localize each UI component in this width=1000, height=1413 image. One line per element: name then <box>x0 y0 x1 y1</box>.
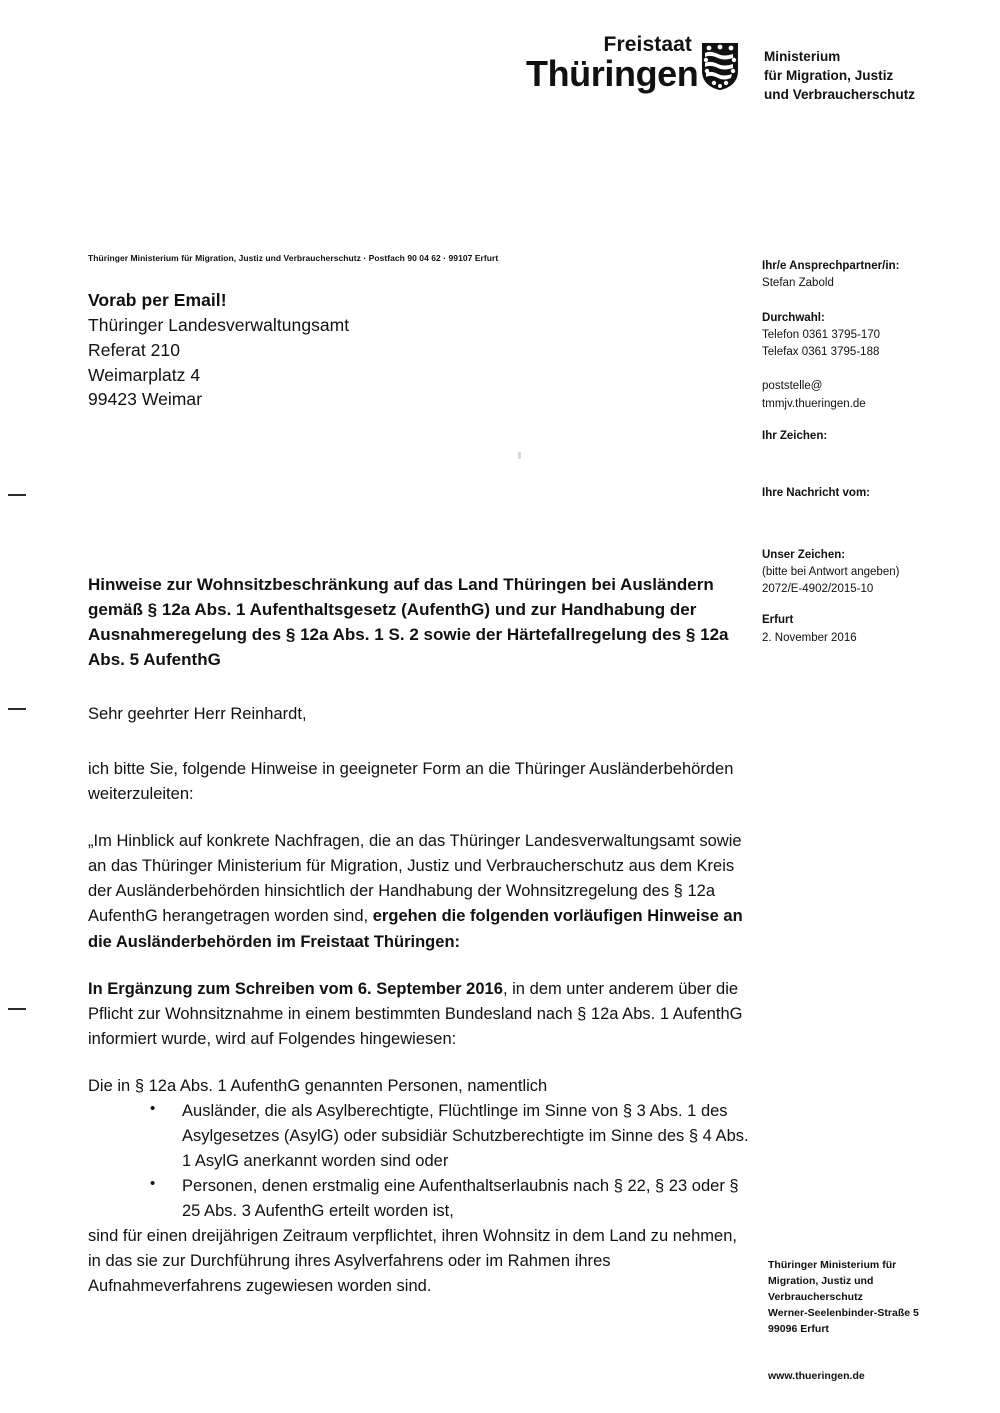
para3-regular-part: , in dem unter anderem über die Pflicht zur Wohnsitznahme in einem bestimmten Bundesland nach § 12a Abs. 1 AufenthG informiert wurde, wird auf Folgendes hingewiesen: <box>88 979 743 1048</box>
fax-number: Telefax 0361 3795-188 <box>762 346 880 358</box>
our-reference-label: Unser Zeichen: <box>762 548 846 561</box>
footer-line-2: Migration, Justiz und <box>768 1274 874 1287</box>
scan-artifact <box>518 452 521 459</box>
letter-body <box>88 702 753 1322</box>
fold-mark-middle <box>8 708 26 710</box>
footer-address-block <box>768 1258 978 1338</box>
footer-line-3: Verbraucherschutz <box>768 1290 863 1303</box>
contact-person-block <box>762 258 972 293</box>
thuringia-coat-of-arms-icon <box>700 41 740 91</box>
recipient-line-4: Weimarplatz 4 <box>88 364 201 385</box>
salutation: Sehr geehrter Herr Reinhardt, <box>88 705 307 723</box>
email-line-1: poststelle@ <box>762 380 823 393</box>
ministry-line-3: und Verbraucherschutz <box>764 87 916 103</box>
letterhead <box>526 33 916 104</box>
sender-return-address: Thüringer Ministerium für Migration, Justiz und Verbraucherschutz · Postfach 90 04 62 · 99107 Erfurt <box>88 253 499 263</box>
recipient-line-3: Referat 210 <box>88 339 180 360</box>
recipient-line-2: Thüringer Landesverwaltungsamt <box>88 314 350 335</box>
our-reference-note: (bitte bei Antwort angeben) <box>762 565 900 578</box>
fold-mark-lower <box>8 1008 26 1010</box>
paragraph-supplement <box>88 977 753 1052</box>
recipient-address-block <box>88 288 349 412</box>
list-item: • Personen, denen erstmalig eine Aufenthaltserlaubnis nach § 22, § 23 oder § 25 Abs. 3 AufenthG erteilt worden ist, <box>146 1174 753 1224</box>
footer-line-4: Werner-Seelenbinder-Straße 5 <box>768 1306 919 1319</box>
fold-mark-upper <box>8 494 26 496</box>
para2-regular-part: „Im Hinblick auf konkrete Nachfragen, die an das Thüringer Landesverwaltungsamt sowie an das Thüringer Ministerium für Migration, Justiz und Verbraucherschutz aus dem Kreis der Ausländerbehörden hinsichtlich der Handhabung der Wohnsitzregelung des § 12a AufenthG herangetragen worden sind, <box>88 832 742 926</box>
letter-date: 2. November 2016 <box>762 631 857 644</box>
ministry-line-1: Ministerium <box>764 49 841 64</box>
subject-line: Hinweise zur Wohnsitzbeschränkung auf das Land Thüringen bei Ausländern gemäß § 12a Abs. 1 Aufenthaltsgesetz (AufenthG) und zur Handhabung der Ausnahmeregelung des § 12a Abs. 1 S. 2 sowie der Härtefallregelung des § 12a Abs. 5 AufenthG <box>88 575 729 670</box>
footer-line-5: 99096 Erfurt <box>768 1322 829 1335</box>
contact-person-name: Stefan Zabold <box>762 277 834 290</box>
list-intro: Die in § 12a Abs. 1 AufenthG genannten Personen, namentlich <box>88 1076 548 1095</box>
place-of-issue: Erfurt <box>762 614 794 627</box>
phone-number: Telefon 0361 3795-170 <box>762 328 881 341</box>
extension-label: Durchwahl: <box>762 311 825 324</box>
email-line-2: tmmjv.thueringen.de <box>762 397 866 410</box>
contact-info-column <box>762 258 972 427</box>
footer-website-url: www.thueringen.de <box>768 1370 865 1382</box>
list-item: • Ausländer, die als Asylberechtigte, Flüchtlinge im Sinne von § 3 Abs. 1 des Asylgesetzes (AsylG) oder subsidiär Schutzberechtigte im Sinne des § 4 Abs. 1 AsylG anerkannt worden sind oder <box>146 1099 753 1174</box>
your-reference-label: Ihr Zeichen: <box>762 430 828 442</box>
logo-freistaat-text: Freistaat <box>603 33 692 56</box>
paragraph-after-list: sind für einen dreijährigen Zeitraum verpflichtet, ihren Wohnsitz in dem Land zu nehmen, in das sie zur Durchführung ihres Asylverfahrens oder im Rahmen ihres Aufnahmeverfahrens zugewiesen worden sind. <box>88 1227 738 1296</box>
thueringen-logo <box>526 33 699 94</box>
extension-block <box>762 310 972 362</box>
footer-line-1: Thüringer Ministerium für <box>768 1259 897 1271</box>
paragraph-request: ich bitte Sie, folgende Hinweise in geeigneter Form an die Thüringer Ausländerbehörden weiterzuleiten: <box>88 760 734 804</box>
recipient-line-1: Vorab per Email! <box>88 290 227 310</box>
paragraph-quoted-intro <box>88 829 753 954</box>
para2-bold-part: ergehen die folgenden vorläufigen Hinweise an die Ausländerbehörden im Freistaat Thüringen: <box>88 907 743 951</box>
logo-thueringen-text: Thüringen <box>526 53 699 94</box>
your-message-date-label: Ihre Nachricht vom: <box>762 487 870 500</box>
ministry-name <box>764 47 915 104</box>
persons-list <box>88 1099 753 1224</box>
recipient-line-5: 99423 Weimar <box>88 389 203 410</box>
our-reference-value: 2072/E-4902/2015-10 <box>762 583 874 595</box>
contact-person-label: Ihr/e Ansprechpartner/in: <box>762 260 900 272</box>
reference-info-column <box>762 428 977 647</box>
para3-bold-part: In Ergänzung zum Schreiben vom 6. September 2016 <box>88 979 503 998</box>
email-block <box>762 378 972 413</box>
ministry-line-2: für Migration, Justiz <box>764 68 894 84</box>
